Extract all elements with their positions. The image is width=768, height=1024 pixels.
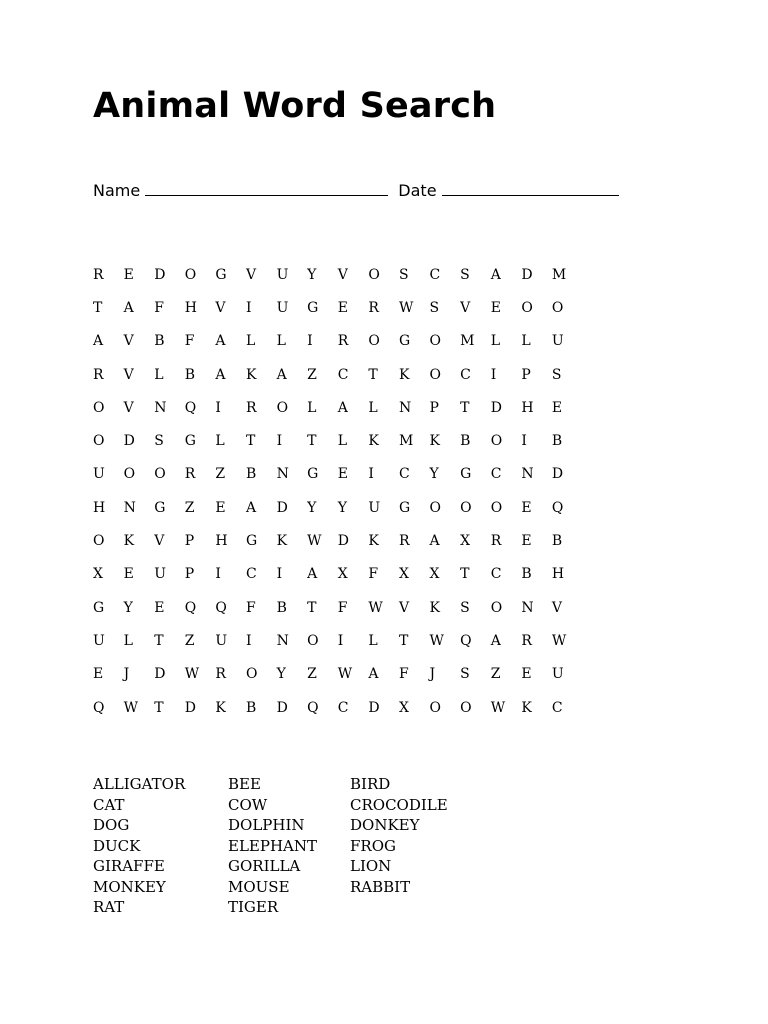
grid-letter: B [245,466,257,483]
grid-letter: W [398,299,414,316]
grid-letter: N [398,399,412,416]
grid-letter: A [368,666,379,683]
grid-letter: I [276,433,283,450]
grid-letter: R [368,299,379,316]
grid-letter: V [245,266,257,283]
grid-letter: B [276,599,287,616]
grid-letter: T [154,632,164,649]
grid-letter: G [184,433,196,450]
grid-letter: H [551,566,565,583]
grid-letter: W [307,533,322,550]
grid-letter: L [123,632,133,649]
grid-letter: L [337,433,348,450]
grid-letter: N [276,632,289,649]
grid-letter: T [154,699,164,716]
grid-letter: T [460,566,470,583]
grid-letter: T [398,632,409,649]
grid-letter: M [398,433,414,450]
grid-letter: L [154,366,164,383]
grid-letter: D [337,533,349,550]
grid-letter: O [307,632,319,649]
grid-letter: S [154,433,164,450]
page-title: Animal Word Search [93,86,497,126]
grid-letter: Y [307,499,317,516]
date-label: Date [398,181,437,200]
grid-letter: S [460,599,470,616]
grid-letter: O [93,533,105,550]
grid-letter: O [490,499,503,516]
grid-letter: C [337,366,349,383]
grid-letter: R [245,399,257,416]
grid-letter: P [184,566,195,583]
grid-letter: D [276,499,288,516]
grid-letter: Y [429,466,439,483]
grid-row [90,524,580,557]
grid-letter: E [215,499,226,516]
grid-letter: W [368,599,383,616]
date-blank[interactable] [442,178,619,196]
grid-letter: W [337,666,353,683]
grid-letter: Z [215,466,226,483]
grid-row [90,624,580,657]
grid-letter: C [398,466,410,483]
grid-letter: N [521,599,534,616]
grid-letter: K [521,699,532,716]
grid-letter: D [490,399,502,416]
grid-letter: N [154,399,167,416]
grid-letter: O [276,399,289,416]
grid-letter: O [490,599,503,616]
word-item: ALLIGATOR [93,775,186,793]
grid-row [90,658,580,691]
grid-letter: F [368,566,379,583]
grid-letter: E [521,666,532,683]
grid-letter: O [521,299,533,316]
grid-letter: E [521,499,532,516]
grid-letter: O [93,399,105,416]
grid-letter: X [398,699,409,716]
grid-letter: G [307,299,319,316]
grid-letter: R [93,266,104,283]
grid-letter: K [368,533,379,550]
grid-letter: L [215,433,225,450]
letter-grid [90,258,580,724]
grid-letter: K [429,433,440,450]
grid-row [90,325,580,358]
grid-letter: X [398,566,409,583]
grid-letter: E [154,599,165,616]
grid-letter: E [123,566,134,583]
word-column [350,774,448,918]
grid-letter: L [368,632,378,649]
grid-letter: B [245,699,257,716]
grid-letter: S [460,266,470,283]
grid-row [90,591,580,624]
grid-letter: O [93,433,105,450]
grid-letter: E [337,299,348,316]
grid-letter: O [429,499,442,516]
grid-letter: O [429,699,442,716]
word-item: CROCODILE [350,795,448,814]
grid-letter: L [276,333,286,350]
grid-letter: V [215,299,226,316]
grid-letter: I [368,466,374,483]
grid-letter: W [429,632,444,649]
grid-letter: Y [337,499,347,516]
grid-letter: B [551,433,563,450]
name-date-line [93,178,619,200]
word-item: MONKEY [93,877,166,896]
name-blank[interactable] [145,178,388,196]
grid-letter: O [490,433,503,450]
grid-letter: S [398,266,409,283]
grid-letter: T [93,299,103,316]
grid-letter: Z [184,499,195,516]
grid-letter: I [337,632,344,649]
grid-letter: B [521,566,532,583]
grid-letter: E [551,399,563,416]
grid-row [90,391,580,424]
grid-letter: K [429,599,440,616]
grid-letter: G [154,499,166,516]
grid-letter: U [368,499,381,516]
grid-row [90,691,580,724]
grid-letter: C [429,266,441,283]
grid-letter: O [184,266,197,283]
grid-letter: X [337,566,348,583]
grid-letter: M [460,333,475,350]
grid-letter: W [490,699,506,716]
grid-letter: D [184,699,197,716]
grid-letter: X [93,566,103,583]
word-item: LION [350,857,392,875]
grid-letter: Z [307,366,317,383]
grid-letter: F [398,666,409,683]
word-item: DOG [93,816,130,834]
grid-letter: A [490,266,501,283]
grid-letter: N [521,466,534,483]
grid-letter: S [551,366,562,383]
grid-letter: X [460,533,471,550]
grid-row [90,424,580,457]
grid-letter: I [215,566,221,583]
grid-letter: A [123,299,134,316]
grid-letter: O [368,333,380,350]
grid-letter: O [460,499,472,516]
grid-letter: X [429,566,440,583]
grid-letter: D [154,266,166,283]
grid-letter: K [276,533,288,550]
grid-letter: G [245,533,258,550]
grid-letter: E [521,533,532,550]
word-item: CAT [93,795,125,814]
grid-letter: P [521,366,531,383]
grid-letter: G [215,266,227,283]
grid-letter: Q [460,632,472,649]
grid-letter: I [490,366,497,383]
grid-letter: B [460,433,471,450]
grid-letter: K [123,533,135,550]
grid-letter: O [368,266,380,283]
grid-letter: A [93,333,104,350]
grid-letter: D [368,699,380,716]
word-item: GORILLA [228,857,301,875]
grid-letter: L [245,333,256,350]
grid-letter: C [490,566,502,583]
word-item: GIRAFFE [93,857,165,875]
grid-letter: D [551,466,564,483]
grid-letter: A [429,533,440,550]
grid-letter: L [368,399,378,416]
grid-letter: S [429,299,440,316]
grid-letter: F [245,599,256,616]
grid-letter: O [429,333,442,350]
grid-letter: E [123,266,134,283]
grid-letter: R [521,632,532,649]
grid-letter: H [93,499,106,516]
grid-letter: A [307,566,318,583]
grid-letter: Q [551,499,564,516]
grid-letter: J [123,666,130,683]
grid-letter: C [460,366,471,383]
grid-letter: A [245,499,257,516]
word-column [93,774,228,918]
grid-letter: A [215,366,226,383]
grid-letter: N [123,499,136,516]
grid-letter: I [245,299,252,316]
grid-letter: Y [307,266,317,283]
grid-row [90,358,580,391]
grid-letter: Q [184,599,197,616]
grid-letter: W [551,632,567,649]
grid-letter: I [215,399,221,416]
grid-letter: O [460,699,472,716]
grid-letter: R [184,466,196,483]
word-item: TIGER [228,898,279,916]
grid-row [90,558,580,591]
grid-letter: U [276,266,289,283]
grid-row [90,458,580,491]
grid-letter: G [398,333,411,350]
grid-letter: V [398,599,410,616]
grid-letter: P [429,399,439,416]
grid-letter: T [460,399,470,416]
grid-letter: C [337,699,349,716]
grid-letter: I [276,566,283,583]
grid-letter: B [184,366,196,383]
grid-letter: Q [93,699,105,716]
grid-letter: C [551,699,563,716]
grid-letter: U [276,299,289,316]
grid-letter: R [398,533,410,550]
grid-letter: H [215,533,228,550]
grid-letter: Q [184,399,197,416]
grid-letter: R [490,533,502,550]
word-column [228,774,350,918]
grid-letter: O [551,299,564,316]
grid-letter: K [215,699,226,716]
grid-letter: U [215,632,228,649]
grid-letter: A [337,399,348,416]
word-item: DOLPHIN [228,816,305,834]
grid-letter: H [521,399,534,416]
word-item: FROG [350,836,396,855]
grid-letter: F [337,599,348,616]
grid-letter: L [307,399,317,416]
grid-letter: Q [307,699,319,716]
grid-letter: C [245,566,257,583]
grid-letter: L [490,333,501,350]
grid-letter: Z [490,666,501,683]
grid-letter: C [490,466,502,483]
name-label: Name [93,181,141,200]
grid-letter: D [276,699,288,716]
grid-letter: E [337,466,348,483]
grid-letter: K [368,433,379,450]
grid-letter: P [184,533,195,550]
word-item: ELEPHANT [228,836,317,855]
grid-letter: O [123,466,136,483]
grid-letter: N [276,466,289,483]
grid-letter: O [245,666,258,683]
grid-letter: I [307,333,313,350]
word-item: DUCK [93,836,141,855]
grid-letter: A [490,632,501,649]
word-item: BEE [228,775,261,793]
grid-letter: G [93,599,105,616]
grid-letter: U [93,632,105,649]
grid-row [90,491,580,524]
grid-letter: S [460,666,470,683]
grid-letter: W [123,699,138,716]
grid-letter: U [93,466,105,483]
grid-letter: D [154,666,166,683]
grid-letter: O [429,366,442,383]
grid-letter: Z [184,632,195,649]
grid-letter: V [154,533,165,550]
word-list [93,774,448,918]
grid-letter: Y [276,666,286,683]
grid-letter: I [521,433,527,450]
grid-letter: G [460,466,472,483]
grid-letter: Y [123,599,133,616]
word-item: RABBIT [350,877,411,896]
word-item: RAT [93,898,125,916]
grid-letter: V [123,399,134,416]
grid-letter: R [93,366,104,383]
grid-letter: V [123,333,134,350]
grid-letter: U [551,666,564,683]
grid-row [90,258,580,291]
grid-letter: A [276,366,287,383]
grid-letter: W [184,666,200,683]
grid-letter: L [521,333,531,350]
grid-letter: J [429,666,436,683]
grid-letter: G [398,499,411,516]
grid-letter: V [551,599,563,616]
grid-letter: D [521,266,533,283]
grid-letter: V [460,299,471,316]
grid-letter: F [154,299,164,316]
grid-letter: R [337,333,349,350]
grid-letter: H [184,299,197,316]
grid-letter: A [215,333,226,350]
grid-letter: T [368,366,378,383]
word-item: MOUSE [228,877,290,896]
grid-letter: K [245,366,257,383]
grid-letter: I [245,632,252,649]
grid-letter: Z [307,666,317,683]
grid-letter: B [551,533,563,550]
grid-letter: V [123,366,134,383]
word-item: DONKEY [350,816,420,834]
word-item: BIRD [350,775,391,793]
grid-letter: B [154,333,165,350]
grid-letter: O [154,466,166,483]
grid-letter: F [184,333,195,350]
grid-letter: K [398,366,410,383]
grid-letter: Q [215,599,227,616]
grid-letter: G [307,466,319,483]
grid-letter: U [154,566,166,583]
grid-letter: E [490,299,501,316]
grid-letter: U [551,333,564,350]
grid-letter: T [245,433,256,450]
grid-row [90,291,580,324]
grid-letter: V [337,266,348,283]
grid-letter: E [93,666,104,683]
grid-letter: T [307,433,317,450]
grid-letter: D [123,433,135,450]
grid-letter: T [307,599,317,616]
grid-letter: R [215,666,226,683]
grid-letter: M [551,266,567,283]
word-item: COW [228,795,268,814]
